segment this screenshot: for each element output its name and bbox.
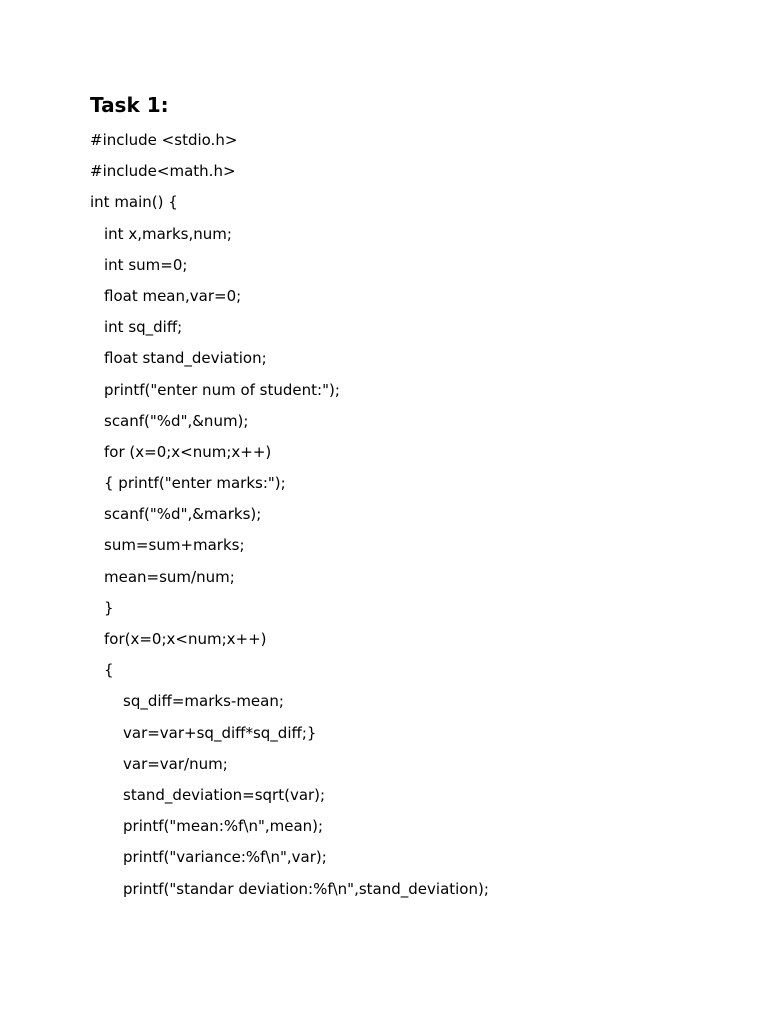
code-line: mean=sum/num; — [104, 567, 235, 586]
code-line: int sq_diff; — [104, 318, 183, 337]
code-line: int x,marks,num; — [104, 224, 232, 243]
code-line: float mean,var=0; — [104, 286, 242, 305]
page-title: Task 1: — [90, 93, 169, 117]
code-line: for (x=0;x<num;x++) — [104, 442, 272, 461]
code-line: printf("variance:%f\n",var); — [123, 848, 327, 867]
code-block — [90, 128, 489, 908]
code-line: scanf("%d",&marks); — [104, 505, 262, 524]
code-line: var=var+sq_diff*sq_diff;} — [123, 723, 317, 742]
code-line: scanf("%d",&num); — [104, 411, 249, 430]
code-line: float stand_deviation; — [104, 349, 267, 368]
code-line: int main() { — [90, 193, 178, 212]
code-line: sum=sum+marks; — [104, 536, 245, 555]
code-line: } — [104, 598, 114, 617]
code-line: stand_deviation=sqrt(var); — [123, 785, 326, 804]
code-line: printf("mean:%f\n",mean); — [123, 817, 324, 836]
code-line: #include <stdio.h> — [90, 131, 238, 149]
code-line: sq_diff=marks-mean; — [123, 692, 284, 711]
code-line: { printf("enter marks:"); — [104, 474, 286, 493]
code-line: { — [104, 661, 114, 680]
code-line: int sum=0; — [104, 255, 188, 274]
code-line: var=var/num; — [123, 754, 228, 773]
code-line: printf("enter num of student:"); — [104, 380, 340, 399]
code-line: for(x=0;x<num;x++) — [104, 630, 267, 648]
code-line: #include<math.h> — [90, 162, 236, 181]
code-line: printf("standar deviation:%f\n",stand_deviation); — [123, 879, 489, 898]
